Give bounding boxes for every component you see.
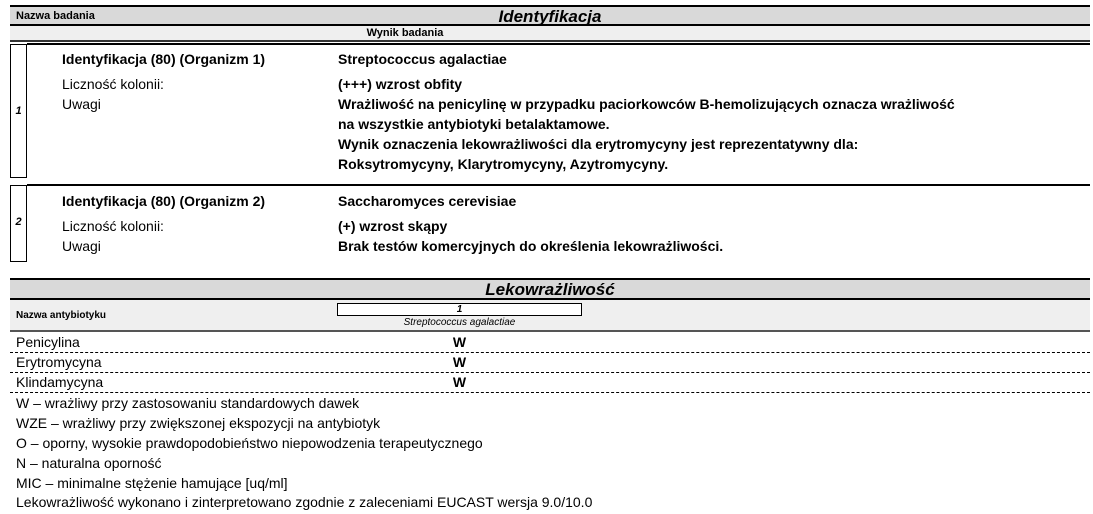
antibiotic-name: Penicylina	[16, 334, 80, 350]
result-subheader	[10, 26, 1090, 42]
organism-1-index-box	[10, 44, 27, 178]
organism-1-count-value: (+++) wzrost obfity	[338, 76, 463, 92]
organism-2-index-box	[10, 185, 27, 262]
organism-2-count-label: Liczność kolonii:	[62, 218, 164, 234]
organism-2-note: Brak testów komercyjnych do określenia lekowrażliwości.	[338, 238, 724, 254]
susceptibility-result: W	[452, 354, 467, 370]
legend-item: MIC – minimalne stężenie hamujące [uq/ml]	[16, 475, 288, 491]
organism-2-count-value: (+) wzrost skąpy	[338, 218, 448, 234]
organism-1-name-value: Streptococcus agalactiae	[338, 51, 507, 67]
test-name-label: Nazwa badania	[16, 10, 95, 22]
organism-column-number: 1	[337, 303, 582, 316]
organism-1-note: Wrażliwość na penicylinę w przypadku paciorkowców B-hemolizujących oznacza wrażliwość	[338, 96, 955, 112]
legend-item: W – wrażliwy przy zastosowaniu standardowych dawek	[16, 395, 360, 411]
organism-1-note: na wszystkie antybiotyki betalaktamowe.	[338, 116, 610, 132]
antibiotic-name: Erytromycyna	[16, 354, 102, 370]
organism-2-name-label: Identyfikacja (80) (Organizm 2)	[62, 193, 266, 209]
organism-1-notes-label: Uwagi	[62, 96, 101, 112]
organism-column-name: Streptococcus agalactiae	[403, 317, 516, 328]
organism-1-index: 1	[15, 105, 22, 117]
organism-2-index: 2	[15, 216, 22, 228]
susceptibility-result: W	[452, 334, 467, 350]
legend-item: N – naturalna oporność	[16, 455, 162, 471]
organism-1-top-rule	[27, 43, 1090, 45]
susceptibility-header	[10, 278, 1090, 300]
identification-title: Identyfikacja	[498, 7, 602, 26]
legend-item: WZE – wrażliwy przy zwiększonej ekspozycji na antybiotyk	[16, 415, 381, 431]
organism-2-notes-label: Uwagi	[62, 238, 101, 254]
organism-1-count-label: Liczność kolonii:	[62, 76, 164, 92]
organism-1-name-label: Identyfikacja (80) (Organizm 1)	[62, 51, 266, 67]
organism-1-note: Roksytromycyny, Klarytromycyny, Azytromycyny.	[338, 156, 669, 172]
table-row	[10, 353, 1090, 373]
antibiotic-column-label: Nazwa antybiotyku	[16, 310, 107, 321]
organism-1-note: Wynik oznaczenia lekowrażliwości dla erytromycyny jest reprezentatywny dla:	[338, 136, 859, 152]
susceptibility-result: W	[452, 374, 467, 390]
table-row	[10, 373, 1090, 393]
legend-item: O – oporny, wysokie prawdopodobieństwo niepowodzenia terapeutycznego	[16, 435, 483, 451]
table-row	[10, 333, 1090, 353]
result-subheader-label: Wynik badania	[366, 27, 444, 39]
identification-header	[10, 5, 1090, 26]
organism-2-top-rule	[27, 184, 1090, 186]
organism-2-name-value: Saccharomyces cerevisiae	[338, 193, 517, 209]
antibiotic-name: Klindamycyna	[16, 374, 104, 390]
eucast-note: Lekowrażliwość wykonano i zinterpretowano zgodnie z zaleceniami EUCAST wersja 9.0/10.0	[16, 494, 593, 510]
susceptibility-subheader	[10, 300, 1090, 332]
susceptibility-title: Lekowrażliwość	[485, 280, 615, 299]
